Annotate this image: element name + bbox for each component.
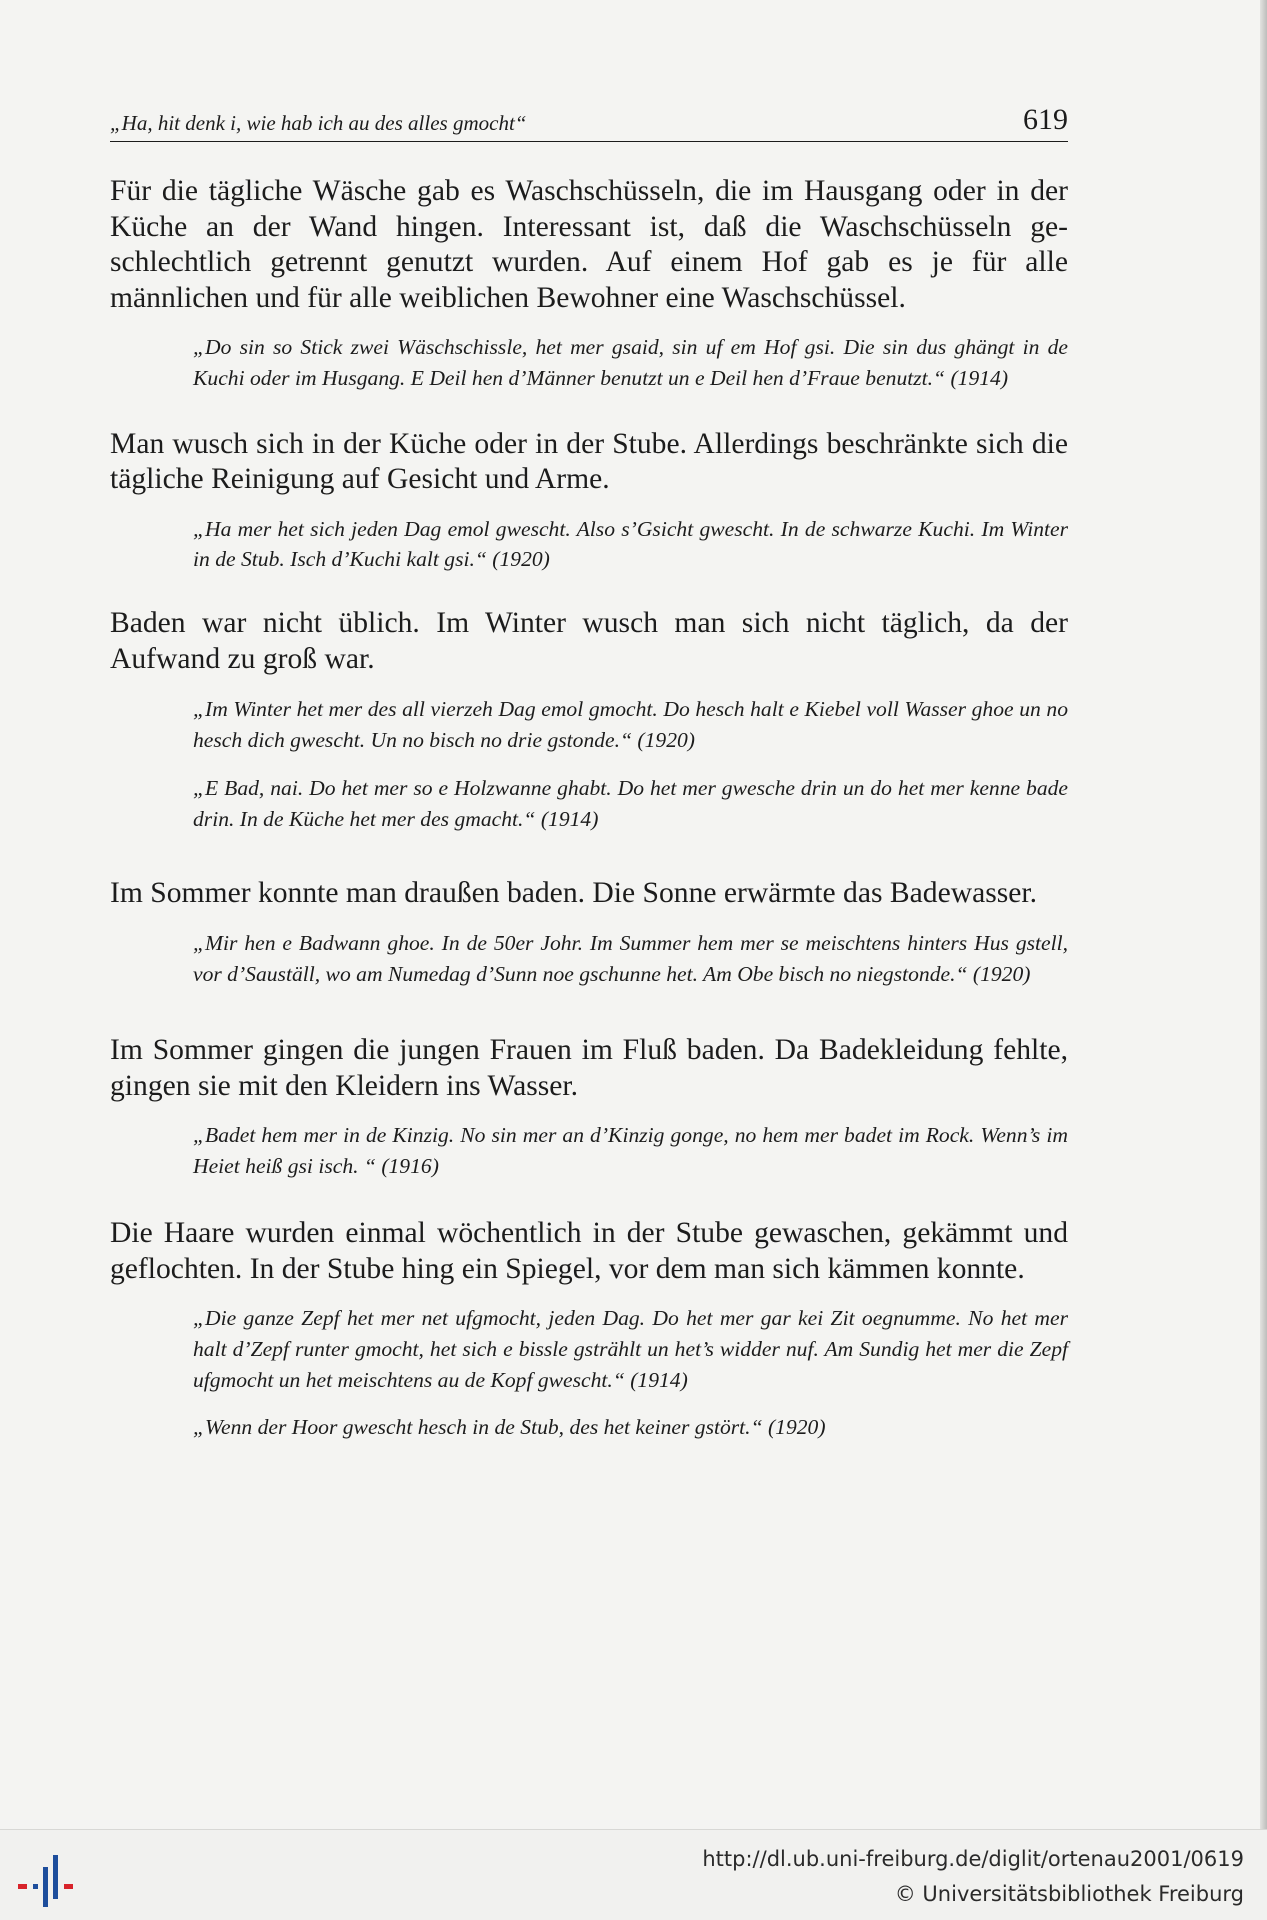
paragraph: Im Sommer konnte man draußen baden. Die Sonne erwärmte das Badewasser. (110, 877, 1038, 910)
paragraph: Die Haare wurden einmal wöchentlich in der Stube gewaschen, gekämmt und geflochten. In der Stube hing ein Spiegel, vor dem man sich kämmen konnte. (110, 1217, 1068, 1285)
paragraph: Baden war nicht üblich. Im Winter wusch man sich nicht täglich, da der Aufwand zu groß war. (110, 607, 1068, 675)
dialect-quote: „E Bad, nai. Do het mer so e Holzwanne ghabt. Do het mer gwesche drin un do het mer kenne bade drin. In de Küche het mer des gmacht.“ (1914) (193, 775, 1068, 831)
ub-freiburg-logo-icon (14, 1843, 84, 1913)
copyright-notice: © Universitätsbibliothek Freiburg (894, 1882, 1244, 1906)
body-text (110, 174, 1068, 1443)
paragraph: Für die tägliche Wäsche gab es Waschschüsseln, die im Hausgang oder in der Küche an der Wand hingen. Interessant ist, daß die Waschschüsseln geschlechtlich getrennt genutzt wurden. Auf einem Hof gab es je für alle männlichen und für alle weiblichen Bewohner eine Waschschüssel. (110, 175, 1068, 314)
page-number: 619 (1023, 103, 1068, 136)
footer-bar (0, 1829, 1267, 1920)
dialect-quote: „Die ganze Zepf het mer net ufgmocht, jeden Dag. Do het mer gar kei Zit oegnumme. No het mer halt d’Zepf runter gmocht, het sich e bissle gstrählt un het’s widder nuf. Am Sundig het mer die Zepf ufgmocht un het meischtens au de Kopf gwescht.“ (1914) (193, 1306, 1068, 1392)
page-edge (1260, 0, 1267, 1829)
paragraph: Im Sommer gingen die jungen Frauen im Fluß baden. Da Badekleidung fehlte, gingen sie mit den Kleidern ins Wasser. (110, 1034, 1068, 1102)
dialect-quote: „Do sin so Stick zwei Wäschschissle, het mer gsaid, sin uf em Hof gsi. Die sin dus ghängt in de Kuchi oder im Husgang. E Deil hen d’Männer benutzt un e Deil hen d’Fraue benutzt.“ (1914) (193, 335, 1068, 390)
dialect-quote: „Ha mer het sich jeden Dag emol gwescht. Also s’Gsicht gwescht. In de schwarze Kuchi. Im Winter in de Stub. Isch d’Kuchi kalt gsi.“ (1920) (193, 516, 1068, 572)
dialect-quote: „Badet hem mer in de Kinzig. No sin mer an d’Kinzig gonge, no hem mer badet im Rock. Wenn’s im Heiet heiß gsi isch. “ (1916) (193, 1123, 1068, 1179)
source-url-link[interactable]: http://dl.ub.uni-freiburg.de/diglit/ortenau2001/0619 (702, 1847, 1244, 1871)
running-head (110, 103, 1068, 142)
dialect-quote: „Im Winter het mer des all vierzeh Dag emol gmocht. Do hesch halt e Kiebel voll Wasser ghoe un no hesch dich gwescht. Un no bisch no drie gstonde.“ (1920) (193, 697, 1068, 752)
running-title: „Ha, hit denk i, wie hab ich au des alles gmocht“ (110, 111, 527, 135)
dialect-quote: „Mir hen e Badwann ghoe. In de 50er Johr. Im Summer hem mer se meischtens hinters Hus gstell, vor d’Sauställ, wo am Numedag d’Sunn noe gschunne het. Am Obe bisch no niegstonde.“ (1920) (193, 930, 1068, 986)
dialect-quote: „Wenn der Hoor gwescht hesch in de Stub, des het keiner gstört.“ (1920) (193, 1415, 826, 1440)
paragraph: Man wusch sich in der Küche oder in der Stube. Allerdings beschränkte sich die tägliche Reinigung auf Gesicht und Arme. (110, 427, 1068, 496)
